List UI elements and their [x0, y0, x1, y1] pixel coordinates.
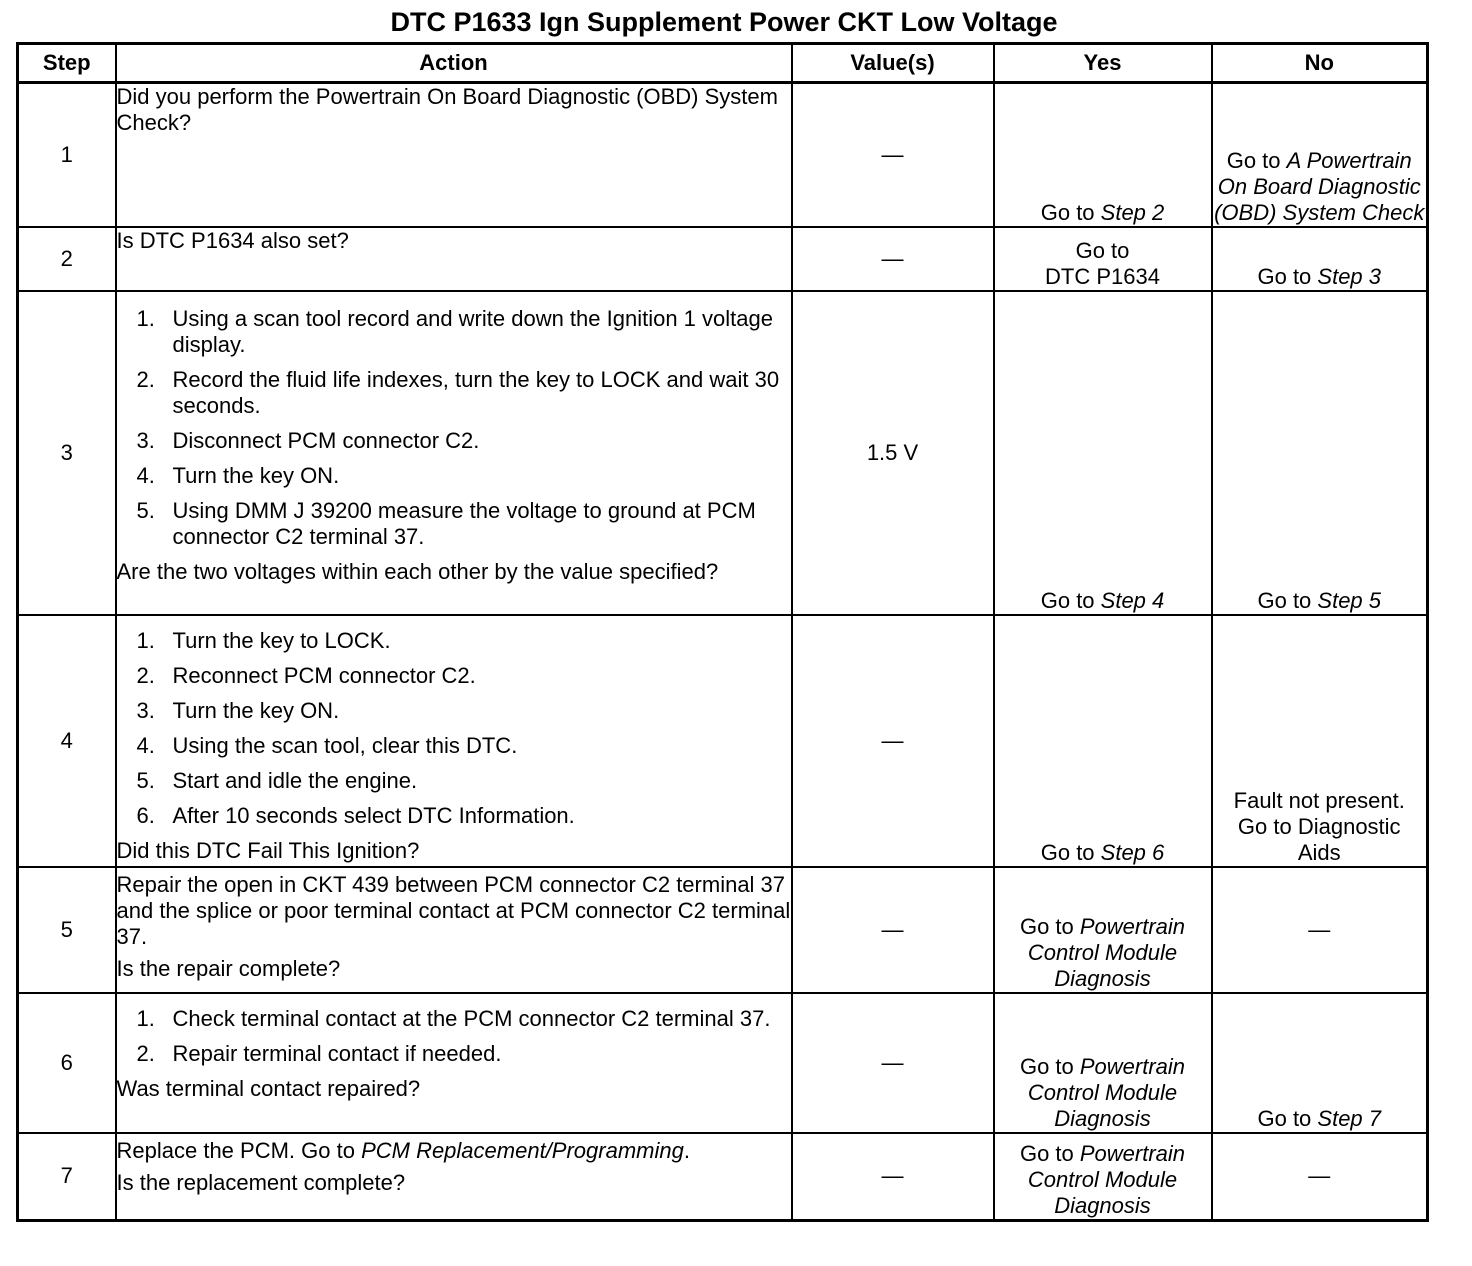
value-cell: — [792, 1133, 994, 1221]
table-row [18, 83, 1428, 227]
value-cell: — [792, 867, 994, 993]
value-cell: 1.5 V [792, 291, 994, 615]
action-cell [116, 615, 792, 867]
step-number: 3 [18, 291, 116, 615]
header-action: Action [116, 44, 792, 83]
header-step: Step [18, 44, 116, 83]
yes-prefix: Go to [1075, 237, 1130, 263]
list-item: 1. Turn the key to LOCK. [136, 627, 391, 653]
step-number: 2 [18, 227, 116, 291]
no-cell [1212, 227, 1428, 291]
list-item: 6. After 10 seconds select DTC Information. [136, 802, 575, 828]
action-cell [116, 291, 792, 615]
no-prefix: Go to [1257, 587, 1318, 613]
step-number: 5 [18, 867, 116, 993]
list-item: 2. Reconnect PCM connector C2. [136, 662, 476, 688]
table-row [18, 291, 1428, 615]
action-cell [116, 993, 792, 1133]
list-item: 5. Start and idle the engine. [136, 767, 418, 793]
table-row [18, 867, 1428, 993]
action-question: Is the repair complete? [116, 955, 341, 981]
table-header-row [18, 44, 1428, 83]
no-cell: — [1212, 867, 1428, 993]
no-cell [1212, 83, 1428, 227]
action-question: Are the two voltages within each other by the value specified? [116, 558, 719, 584]
step-number: 7 [18, 1133, 116, 1221]
no-cell [1212, 993, 1428, 1133]
action-list [117, 628, 791, 829]
action-cell [116, 83, 792, 227]
no-cell [1212, 291, 1428, 615]
no-link: Step 7 [1317, 1105, 1382, 1131]
step-number: 4 [18, 615, 116, 867]
action-link: PCM Replacement/Programming [361, 1137, 684, 1163]
list-item: 4. Turn the key ON. [136, 462, 340, 488]
yes-target: DTC P1634 [1045, 263, 1160, 289]
no-text: Fault not present. Go to Diagnostic Aids [1233, 787, 1405, 865]
yes-link: Step 2 [1100, 199, 1165, 225]
action-question: Was terminal contact repaired? [116, 1075, 421, 1101]
action-list [117, 1006, 791, 1067]
page-title: DTC P1633 Ign Supplement Power CKT Low Voltage [390, 7, 1058, 37]
yes-prefix: Go to [1040, 587, 1101, 613]
step-number: 6 [18, 993, 116, 1133]
list-item: 2. Record the fluid life indexes, turn the key to LOCK and wait 30 seconds. [136, 366, 780, 418]
yes-link: Powertrain Control Module Diagnosis [1027, 913, 1186, 991]
list-item: 3. Disconnect PCM connector C2. [136, 427, 480, 453]
yes-cell [994, 83, 1212, 227]
step-number: 1 [18, 83, 116, 227]
no-link: A Powertrain On Board Diagnostic (OBD) System Check [1214, 147, 1425, 225]
table-row [18, 615, 1428, 867]
yes-cell [994, 291, 1212, 615]
table-row [18, 227, 1428, 291]
list-item: 5. Using DMM J 39200 measure the voltage to ground at PCM connector C2 terminal 37. [136, 497, 756, 549]
action-question: Did this DTC Fail This Ignition? [116, 837, 420, 863]
action-text: Repair the open in CKT 439 between PCM connector C2 terminal 37 and the splice or poor terminal contact at PCM connector C2 terminal 37. [116, 871, 791, 949]
action-list [117, 306, 791, 550]
header-values: Value(s) [792, 44, 994, 83]
action-cell [116, 227, 792, 291]
header-no: No [1212, 44, 1428, 83]
no-prefix: Go to [1257, 1105, 1318, 1131]
no-cell [1212, 615, 1428, 867]
yes-cell [994, 993, 1212, 1133]
diagnostic-table [16, 42, 1429, 1222]
table-row [18, 993, 1428, 1133]
value-cell: — [792, 83, 994, 227]
no-cell: — [1212, 1133, 1428, 1221]
yes-link: Powertrain Control Module Diagnosis [1027, 1053, 1186, 1131]
value-cell: — [792, 993, 994, 1133]
yes-prefix: Go to [1040, 839, 1101, 865]
value-cell: — [792, 227, 994, 291]
yes-prefix: Go to [1019, 1053, 1080, 1079]
list-item: 3. Turn the key ON. [136, 697, 340, 723]
list-item: 2. Repair terminal contact if needed. [136, 1040, 502, 1066]
action-cell [116, 1133, 792, 1221]
list-item: 4. Using the scan tool, clear this DTC. [136, 732, 518, 758]
no-prefix: Go to [1226, 147, 1287, 173]
action-cell [116, 867, 792, 993]
action-text: Is DTC P1634 also set? [116, 227, 349, 253]
yes-link: Powertrain Control Module Diagnosis [1027, 1141, 1186, 1218]
list-item: 1. Check terminal contact at the PCM connector C2 terminal 37. [136, 1005, 771, 1031]
list-item: 1. Using a scan tool record and write down the Ignition 1 voltage display. [136, 305, 773, 357]
yes-prefix: Go to [1019, 913, 1080, 939]
yes-cell [994, 1133, 1212, 1221]
action-question: Is the replacement complete? [116, 1169, 406, 1195]
yes-cell [994, 867, 1212, 993]
yes-prefix: Go to [1040, 199, 1101, 225]
no-prefix: Go to [1257, 263, 1318, 289]
yes-cell [994, 615, 1212, 867]
yes-cell [994, 227, 1212, 291]
header-yes: Yes [994, 44, 1212, 83]
value-cell: — [792, 615, 994, 867]
action-text: Did you perform the Powertrain On Board Diagnostic (OBD) System Check? [116, 84, 778, 135]
no-link: Step 5 [1317, 587, 1382, 613]
table-row [18, 1133, 1428, 1221]
no-link: Step 3 [1317, 263, 1382, 289]
yes-link: Step 4 [1100, 587, 1165, 613]
yes-link: Step 6 [1100, 839, 1165, 865]
yes-prefix: Go to [1019, 1141, 1080, 1166]
action-text: Replace the PCM. Go to PCM Replacement/Programming. [116, 1137, 690, 1163]
